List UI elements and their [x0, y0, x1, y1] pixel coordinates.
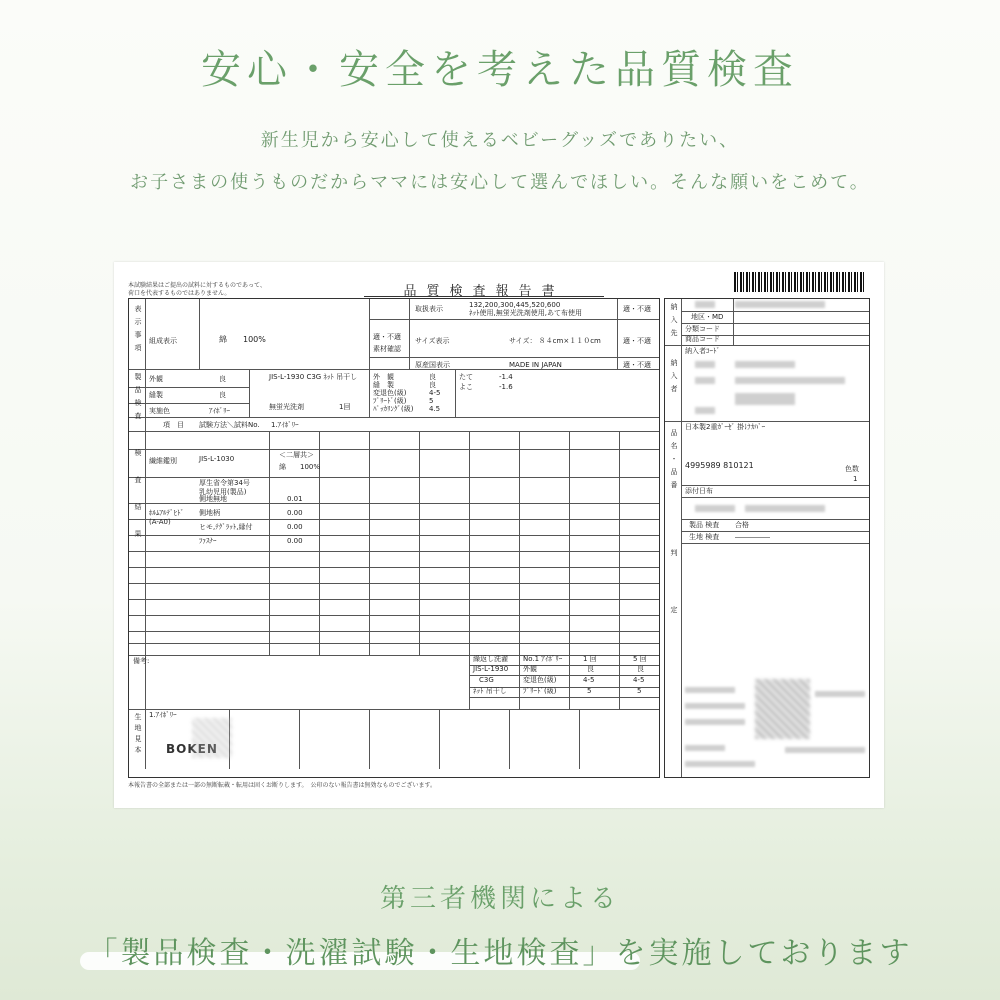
jan-code: 4995989 810121	[685, 461, 754, 470]
jis1030: JIS-L-1030	[199, 455, 235, 463]
jis-value: JIS-L-1930 C3G ﾈｯﾄ 吊干し	[269, 373, 358, 381]
subtitle-line-2: お子さまの使うものだからママには安心して選んでほしい。そんな願いをこめて。	[130, 172, 870, 193]
label-pakkering: ﾊﾟｯｶﾘﾝｸﾞ(級)	[373, 405, 414, 413]
w3: 4-5	[583, 676, 595, 684]
report-main-table	[128, 298, 660, 778]
label-irosu: 色数	[845, 465, 859, 473]
label-hantei: 判定	[670, 549, 678, 663]
footer-line-2: 「製品検査・洗濯試験・生地検査」を実施しております	[87, 936, 913, 971]
footer-line-1: 第三者機関による	[379, 884, 620, 914]
label-kiji-kensa: 生地 検査	[689, 533, 720, 541]
label-biko: 備考:	[133, 657, 150, 665]
label-kenka: 検査結果	[134, 449, 142, 557]
label-hensen: 縫 製	[373, 381, 394, 389]
label-hyoji: 表示事項	[134, 305, 142, 357]
kiji-no: 1.ｱｲﾎﾞﾘｰ	[149, 711, 177, 719]
gaikan3: 外観	[523, 665, 537, 673]
label-tate: たて	[459, 373, 473, 381]
subtitle-line-1: 新生児から安心して使えるベビーグッズでありたい、	[260, 130, 740, 151]
w6: 5	[637, 687, 642, 695]
tekifu-1: 適・不適	[373, 333, 401, 341]
label-toriatsu: 取扱表示	[415, 305, 443, 313]
label-gensan: 原産国表示	[415, 361, 450, 369]
kiji-dash: ―――――	[735, 533, 770, 541]
label-seni: 繊維鑑別	[149, 457, 177, 465]
tate-value: -1.4	[499, 373, 513, 381]
label-nyuusaki: 納入先	[670, 303, 678, 342]
tekifu-3: 適・不適	[623, 337, 651, 345]
yoko-value: -1.6	[499, 383, 513, 391]
c3g: C3G	[479, 676, 494, 684]
toriatsu-value-2: ﾈｯﾄ使用,無蛍光洗剤使用,あて布使用	[469, 309, 582, 317]
gawagara: 側地柄	[199, 509, 220, 517]
label-hinmei: 品名・品番	[670, 429, 678, 494]
v1: 良	[429, 373, 436, 381]
v5: 4.5	[429, 405, 441, 413]
bottom-note: 本報告書の全部または一部の無断転載・転用は固くお断りします。 公印のない報告書は無効なものでございます。	[128, 782, 437, 789]
label-gaikan: 外観	[149, 375, 163, 383]
label-hentaishoku: 変退色(級)	[373, 389, 407, 397]
ikkai: 1 回	[583, 655, 597, 663]
housei-value: 良	[219, 391, 226, 399]
r3: 0.00	[287, 523, 303, 531]
toriatsu-value: 132,200,300,445,520,600	[469, 301, 561, 309]
kai1: 1回	[339, 403, 351, 411]
fastener: ﾌｧｽﾅｰ	[199, 537, 217, 545]
w5: 5	[587, 687, 592, 695]
label-bunrui: 分類コード	[685, 325, 720, 333]
label-kiji: 生地見本	[134, 713, 142, 757]
formal: ﾎﾙﾑｱﾙﾃﾞﾋﾄﾞ (A-A0)	[149, 509, 184, 526]
gaikan-value: 良	[219, 375, 226, 383]
label-chiku: 地区・MD	[691, 313, 724, 321]
tekifu-2: 適・不適	[623, 305, 651, 313]
label-nyuusha: 納入者ｺｰﾄﾞ	[685, 347, 720, 355]
inspection-report-image	[114, 262, 884, 808]
label-seihin: 製品検査	[134, 373, 142, 425]
label-pilling: ﾌﾟﾘｰﾄﾞ(級)	[373, 397, 407, 405]
kurikaeshi: 繰返し洗濯	[473, 655, 508, 663]
goukaku: 合格	[735, 521, 749, 529]
boken-logo: BOKEN	[166, 742, 218, 756]
hentaishoku2: 変退色(級)	[523, 676, 557, 684]
nisou: ＜二層共＞	[279, 451, 314, 459]
himo: ヒモ,ﾃｸﾞﾗｯﾄ,縁付	[199, 523, 253, 531]
report-title: 品質検査報告書	[403, 284, 565, 299]
report-note: 本試験結果はご提出の試料に対するものであって、 荷口を代表するものではありません。	[128, 282, 266, 297]
v2: 良	[429, 381, 436, 389]
r4: 0.00	[287, 537, 303, 545]
cotton-value: 綿 100%	[219, 335, 266, 344]
barcode	[734, 272, 864, 292]
mukeikou: 無蛍光洗剤	[269, 403, 304, 411]
label-sozai: 素材確認	[373, 345, 401, 353]
jisshiiro-value: ｱｲﾎﾞﾘｰ	[209, 407, 230, 415]
label-shohin: 商品コード	[685, 335, 720, 343]
gokai: 5 回	[633, 655, 647, 663]
tekifu-4: 適・不適	[623, 361, 651, 369]
r1: 0.01	[287, 495, 303, 503]
label-size: サイズ表示	[415, 337, 450, 345]
no1b: No.1 ｱｲﾎﾞﾘｰ	[523, 655, 563, 663]
v3: 4-5	[429, 389, 441, 397]
r2: 0.00	[287, 509, 303, 517]
label-sofu: 添付日布	[685, 487, 713, 495]
label-shiken: 試験方法＼試料No.	[199, 421, 260, 429]
label-yoko: よこ	[459, 383, 473, 391]
kousei: 厚生省令第34号 乳幼児用(製品)	[199, 479, 250, 496]
v4: 5	[429, 397, 434, 405]
label-koumoku: 項 目	[163, 421, 184, 429]
label-soseki: 組成表示	[149, 337, 177, 345]
irosu-value: 1	[853, 475, 858, 483]
report-side-table	[664, 298, 870, 778]
label-gaikan2: 外 観	[373, 373, 394, 381]
label-nyuusha2: 納入者	[670, 359, 678, 398]
size-value: サイズ： ８４cm×１１０cm	[509, 337, 601, 345]
gawaji: 側地無地	[199, 495, 227, 503]
jis2: JIS-L-1930	[473, 665, 509, 673]
hinmei-value: 日本製2重ｶﾞｰｾﾞ 掛けｶﾊﾞｰ	[685, 423, 766, 431]
label-seihin-kensa: 製品 検査	[689, 521, 720, 529]
w4: 4-5	[633, 676, 645, 684]
w2: 良	[637, 665, 644, 673]
page-title: 安心・安全を考えた品質検査	[201, 47, 799, 93]
netto: ﾈｯﾄ 吊干し	[473, 687, 507, 695]
w1: 良	[587, 665, 594, 673]
label-housei: 縫製	[149, 391, 163, 399]
pilling2: ﾌﾟﾘｰﾄﾞ(級)	[523, 687, 557, 695]
sample-no1: 1.ｱｲﾎﾞﾘｰ	[271, 421, 299, 429]
label-jisshiiro: 実施色	[149, 407, 170, 415]
men100: 綿 100%	[279, 463, 321, 471]
title-underline	[364, 296, 604, 297]
gensan-value: MADE IN JAPAN	[509, 361, 562, 369]
